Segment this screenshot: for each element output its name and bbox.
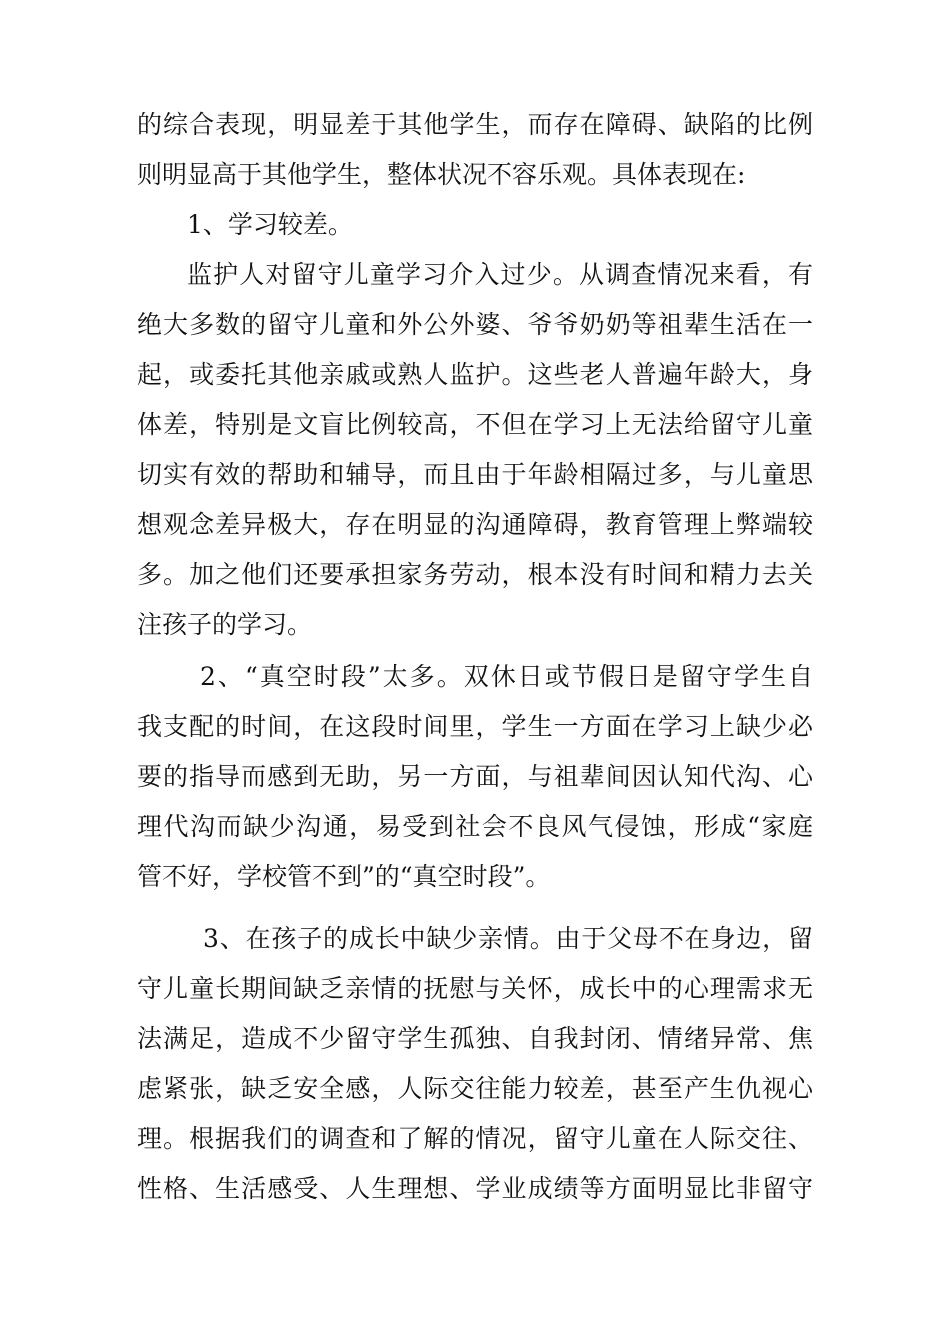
text-line-2: 则明显高于其他学生，整体状况不容乐观。具体表现在: [137,160,746,189]
text-line-15: 理代沟而缺少沟通，易受到社会不良风气侵蚀，形成“家庭 [137,812,813,841]
text-line-1: 的综合表现，明显差于其他学生，而存在障碍、缺陷的比例 [137,110,813,139]
section-heading-2: 2、“真空时段”太多。双休日或节假日是留守学生自 [200,662,813,691]
text-line-13: 我支配的时间，在这段时间里，学生一方面在学习上缺少必 [137,712,813,741]
text-line-8: 切实有效的帮助和辅导，而且由于年龄相隔过多，与儿童思 [137,460,813,489]
text-line-19: 法满足，造成不少留守学生孤独、自我封闭、情绪异常、焦 [137,1024,813,1053]
text-line-7: 体差，特别是文盲比例较高，不但在学习上无法给留守儿童 [137,410,813,439]
text-line-9: 想观念差异极大，存在明显的沟通障碍，教育管理上弊端较 [137,510,813,539]
text-line-5: 绝大多数的留守儿童和外公外婆、爷爷奶奶等祖辈生活在一 [137,310,813,339]
section-heading-3: 3、在孩子的成长中缺少亲情。由于父母不在身边，留 [203,924,813,953]
text-line-21: 理。根据我们的调查和了解的情况，留守儿童在人际交往、 [137,1124,813,1153]
text-line-14: 要的指导而感到无助，另一方面，与祖辈间因认知代沟、心 [137,762,813,791]
text-line-22: 性格、生活感受、人生理想、学业成绩等方面明显比非留守 [137,1174,813,1203]
text-line-10: 多。加之他们还要承担家务劳动，根本没有时间和精力去关 [137,560,813,589]
text-line-4: 监护人对留守儿童学习介入过少。从调查情况来看，有 [187,260,813,289]
text-line-16: 管不好，学校管不到”的“真空时段”。 [137,862,551,891]
text-line-18: 守儿童长期间缺乏亲情的抚慰与关怀，成长中的心理需求无 [137,974,813,1003]
text-line-11: 注孩子的学习。 [137,610,313,639]
text-line-20: 虑紧张，缺乏安全感，人际交往能力较差，甚至产生仇视心 [137,1074,813,1103]
section-heading-1: 1、学习较差。 [187,210,353,239]
text-line-6: 起，或委托其他亲戚或熟人监护。这些老人普遍年龄大，身 [137,360,813,389]
